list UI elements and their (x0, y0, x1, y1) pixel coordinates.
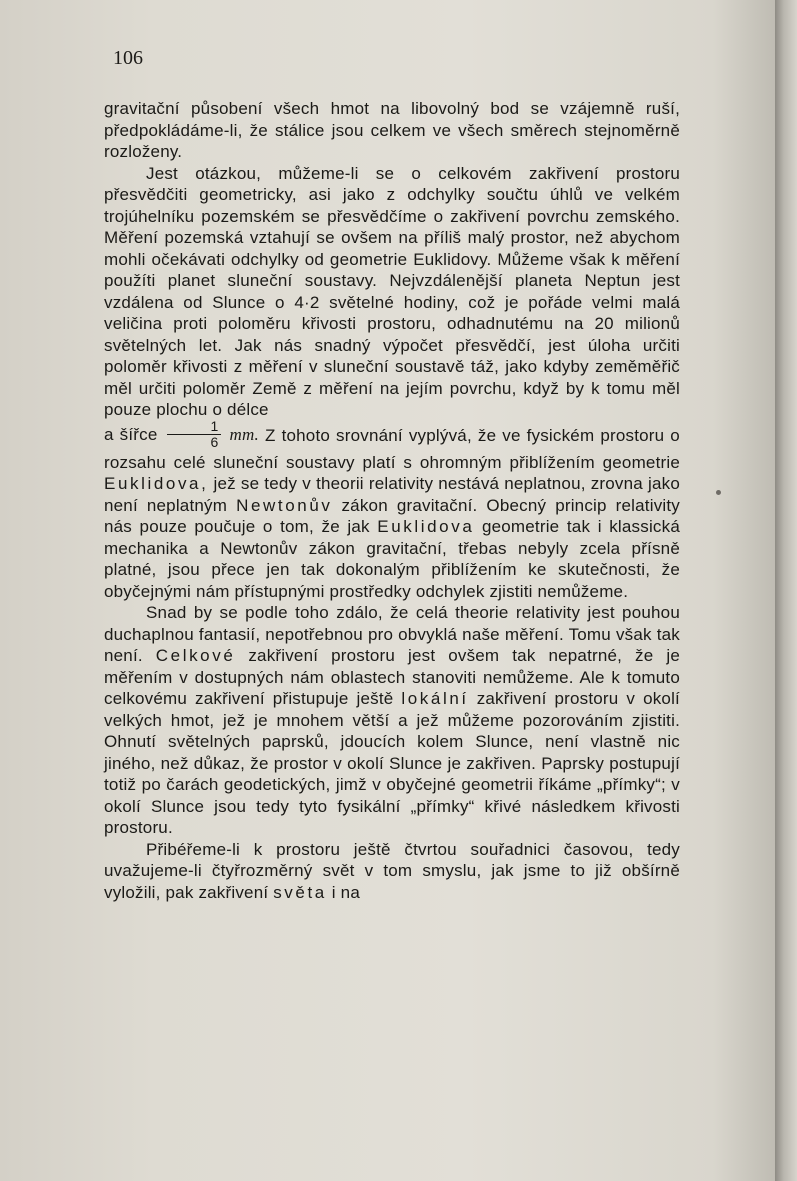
paragraph-2-text-c: jež se tedy v theorii relativity nestává neplatnou, zrovna jako není neplatným (104, 474, 680, 515)
fraction-denominator: 6 (210, 433, 219, 450)
page-number: 106 (113, 47, 143, 69)
spaced-celkove: Celkové (155, 646, 236, 665)
fraction (167, 419, 221, 450)
paragraph-2-text-b-post: Z tohoto srovnání vyplývá, že ve fysickém prostoru o rozsahu celé sluneční soustavy platí s ohromným přiblížením geometrie (104, 425, 680, 472)
fraction-numerator: 1 (167, 419, 221, 435)
paragraph-2-text-e: geometrie tak i klassická mechanika a Newtonův zákon gravitační, třebas nebyly zcela přísně platné, jsou přece jen tak dokonalým přiblížením ke skutečnosti, že obyčejnými nám přístupnými prostředky odchylek zjistiti nemůžeme. (104, 517, 680, 601)
paragraph-4-text-b: i na (331, 882, 360, 902)
paragraph-3-text-b: zakřivení prostoru jest ovšem tak nepatrné, že je měřením v dostupných nám oblastech stanoviti nemůžeme. Ale k tomuto celkovému zakřivení přistupuje ještě (104, 646, 680, 708)
paragraph-2-text-a: Jest otázkou, můžeme-li se o celkovém zakřivení prostoru přesvědčiti geometricky, asi jako z odchylky součtu úhlů ve velkém trojúhelníku pozemském se přesvědčíme o zakřivení povrchu zemského. Měření pozemská vztahují se ovšem na příliš malý prostor, než abychom mohli očekávati odchylky od geometrie Euklidovy. Můžeme však k měření použíti planet sluneční soustavy. Nejvzdálenější planeta Neptun jest vzdálena od Slunce o 4·2 světelné hodiny, což je pořáde velmi malá veličina proti poloměru křivosti prostoru, odhadnutému na 20 milionů světelných let. Jak nás snadný výpočet přesvědčí, jest úloha určiti poloměr křivosti z měření v sluneční soustavě táž, jako kdyby zeměměřič měl určiti poloměr Země z měření na jejím povrchu, když by k tomu měl pouze plochu o délce (104, 163, 680, 419)
book-spine-shadow (775, 0, 797, 1181)
spaced-newtonuv: Newtonův (236, 495, 333, 515)
spaced-euklidova-2: Euklidova (377, 517, 475, 536)
spaced-sveta: světa (273, 882, 327, 902)
margin-dot-mark (716, 490, 721, 495)
paragraph-2-text-b-pre: a šířce (104, 425, 158, 445)
paragraph-3 (104, 602, 680, 839)
paragraph-2 (104, 163, 680, 603)
paragraph-4 (104, 839, 680, 904)
paragraph-3-text-a: Snad by se podle toho zdálo, že celá theorie relativity jest pouhou duchaplnou fantasií, nepotřebnou pro obvyklá naše měření. Tomu však tak není. (104, 603, 680, 665)
paragraph-4-text-a: Přibéřeme-li k prostoru ještě čtvrtou souřadnici časovou, tedy uvažujeme-li čtyřrozměrný svět v tom smyslu, jak jsme to již obšírně vyložili, pak zakřivení (104, 839, 680, 902)
spaced-euklidova-1: Euklidova, (104, 474, 209, 493)
unit-mm: mm. (229, 425, 259, 445)
spaced-lokalni: lokální (401, 689, 469, 708)
paragraph-2-text-d: zákon gravitační. Obecný princip relativity nás pouze poučuje o tom, že jak (104, 495, 680, 536)
fraction-line (104, 417, 259, 450)
paragraph-3-text-c: zakřivení prostoru v okolí velkých hmot, jež je mnohem větší a jež můžeme pozorováním zjistiti. Ohnutí světelných paprsků, jdoucích kolem Slunce, není vlastně nic jiného, než důkaz, že prostor v okolí Slunce je zakřiven. Paprsky postupují totiž po čarách geodetických, jimž v obyčejné geometrii říkáme „přímky“; v okolí Slunce jsou tedy tyto fysikální „přímky“ křivé následkem křivosti prostoru. (104, 689, 680, 837)
body-text (104, 98, 680, 903)
paragraph-1: gravitační působení všech hmot na libovolný bod se vzájemně ruší, předpokládáme-li, že stálice jsou celkem ve všech směrech stejnoměrně rozloženy. (104, 99, 680, 161)
